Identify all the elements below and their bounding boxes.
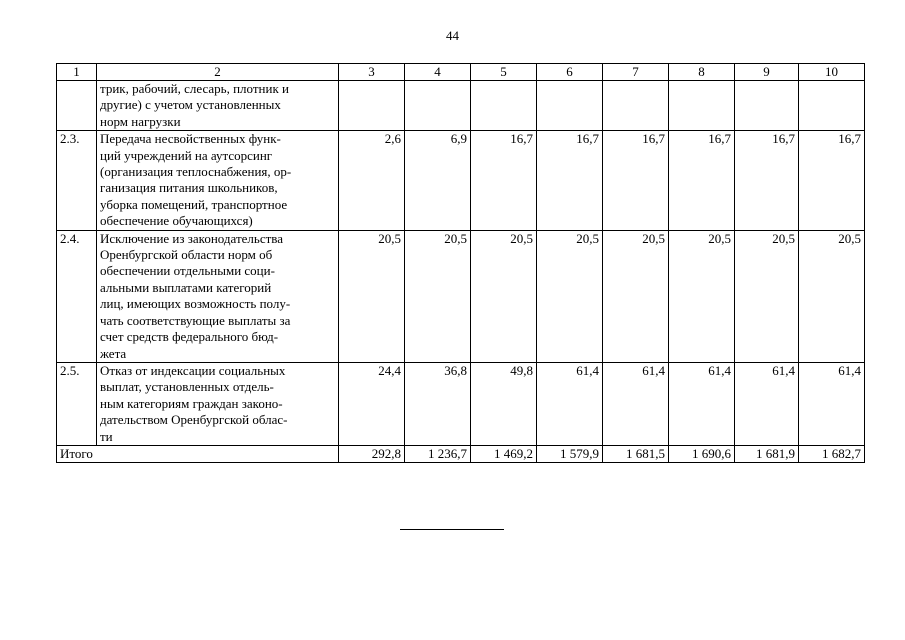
total-value-cell: 1 682,7 (799, 445, 865, 462)
total-value-cell: 292,8 (339, 445, 405, 462)
total-value-cell: 1 690,6 (669, 445, 735, 462)
header-cell: 9 (735, 64, 799, 81)
value-cell: 36,8 (405, 362, 471, 445)
value-cell (537, 81, 603, 131)
description-line: чать соответствующие выплаты за (100, 312, 291, 328)
value-cell: 61,4 (669, 362, 735, 445)
row-description-cell (97, 230, 339, 362)
value-cell: 20,5 (537, 230, 603, 362)
value-cell: 16,7 (603, 131, 669, 230)
value-cell: 24,4 (339, 362, 405, 445)
budget-table (56, 63, 865, 463)
row-description-cell (97, 81, 339, 131)
description-line: счет средств федерального бюд- (100, 329, 279, 345)
row-index-cell: 2.5. (57, 362, 97, 445)
description-line: жета (100, 345, 127, 361)
description-line: Передача несвойственных функ- (100, 131, 281, 147)
value-cell (669, 81, 735, 131)
header-row (57, 64, 865, 81)
description-line: норм нагрузки (100, 113, 181, 129)
value-cell: 6,9 (405, 131, 471, 230)
description-line: обеспечении отдельными соци- (100, 263, 275, 279)
value-cell: 16,7 (471, 131, 537, 230)
total-value-cell: 1 236,7 (405, 445, 471, 462)
row-index-cell (57, 81, 97, 131)
header-cell: 7 (603, 64, 669, 81)
total-label-cell: Итого (57, 445, 339, 462)
value-cell: 2,6 (339, 131, 405, 230)
value-cell: 49,8 (471, 362, 537, 445)
value-cell: 61,4 (603, 362, 669, 445)
value-cell: 61,4 (799, 362, 865, 445)
header-cell: 5 (471, 64, 537, 81)
value-cell: 20,5 (669, 230, 735, 362)
description-line: ций учреждений на аутсорсинг (100, 147, 273, 163)
header-cell: 4 (405, 64, 471, 81)
value-cell (339, 81, 405, 131)
value-cell: 20,5 (735, 230, 799, 362)
description-line: дательством Оренбургской облас- (100, 412, 288, 428)
total-value-cell: 1 579,9 (537, 445, 603, 462)
value-cell: 16,7 (799, 131, 865, 230)
header-cell: 8 (669, 64, 735, 81)
value-cell: 61,4 (735, 362, 799, 445)
header-cell: 2 (97, 64, 339, 81)
description-line: трик, рабочий, слесарь, плотник и (100, 81, 289, 96)
value-cell: 20,5 (799, 230, 865, 362)
header-cell: 10 (799, 64, 865, 81)
row-description-cell (97, 131, 339, 230)
header-cell: 1 (57, 64, 97, 81)
row-description-cell (97, 362, 339, 445)
total-row (57, 445, 865, 462)
value-cell: 16,7 (669, 131, 735, 230)
description-line: Исключение из законодательства (100, 230, 284, 246)
description-line: Оренбургской области норм об (100, 247, 273, 263)
value-cell: 61,4 (537, 362, 603, 445)
value-cell: 20,5 (603, 230, 669, 362)
value-cell: 16,7 (537, 131, 603, 230)
description-line: Отказ от индексации социальных (100, 362, 286, 378)
value-cell (603, 81, 669, 131)
description-line: уборка помещений, транспортное (100, 196, 288, 212)
description-line: лиц, имеющих возможность полу- (100, 296, 291, 312)
value-cell (735, 81, 799, 131)
value-cell: 20,5 (339, 230, 405, 362)
description-line: ным категориям граждан законо- (100, 395, 283, 411)
description-line: альными выплатами категорий (100, 279, 272, 295)
description-line: обеспечение обучающихся) (100, 213, 253, 229)
table-row (57, 131, 865, 230)
description-line: другие) с учетом установленных (100, 97, 281, 113)
total-value-cell: 1 469,2 (471, 445, 537, 462)
total-value-cell: 1 681,5 (603, 445, 669, 462)
description-line: ганизация питания школьников, (100, 180, 278, 196)
table-row (57, 362, 865, 445)
row-index-cell: 2.4. (57, 230, 97, 362)
row-index-cell: 2.3. (57, 131, 97, 230)
footer-divider (400, 529, 504, 530)
value-cell (471, 81, 537, 131)
total-value-cell: 1 681,9 (735, 445, 799, 462)
value-cell (405, 81, 471, 131)
description-line: выплат, установленных отдель- (100, 379, 274, 395)
value-cell (799, 81, 865, 131)
description-line: (организация теплоснабжения, ор- (100, 164, 292, 180)
value-cell: 16,7 (735, 131, 799, 230)
table-row (57, 81, 865, 131)
table-row (57, 230, 865, 362)
header-cell: 3 (339, 64, 405, 81)
page-number: 44 (446, 28, 459, 43)
value-cell: 20,5 (405, 230, 471, 362)
description-line: ти (100, 428, 113, 444)
header-cell: 6 (537, 64, 603, 81)
value-cell: 20,5 (471, 230, 537, 362)
table-body (57, 64, 865, 463)
